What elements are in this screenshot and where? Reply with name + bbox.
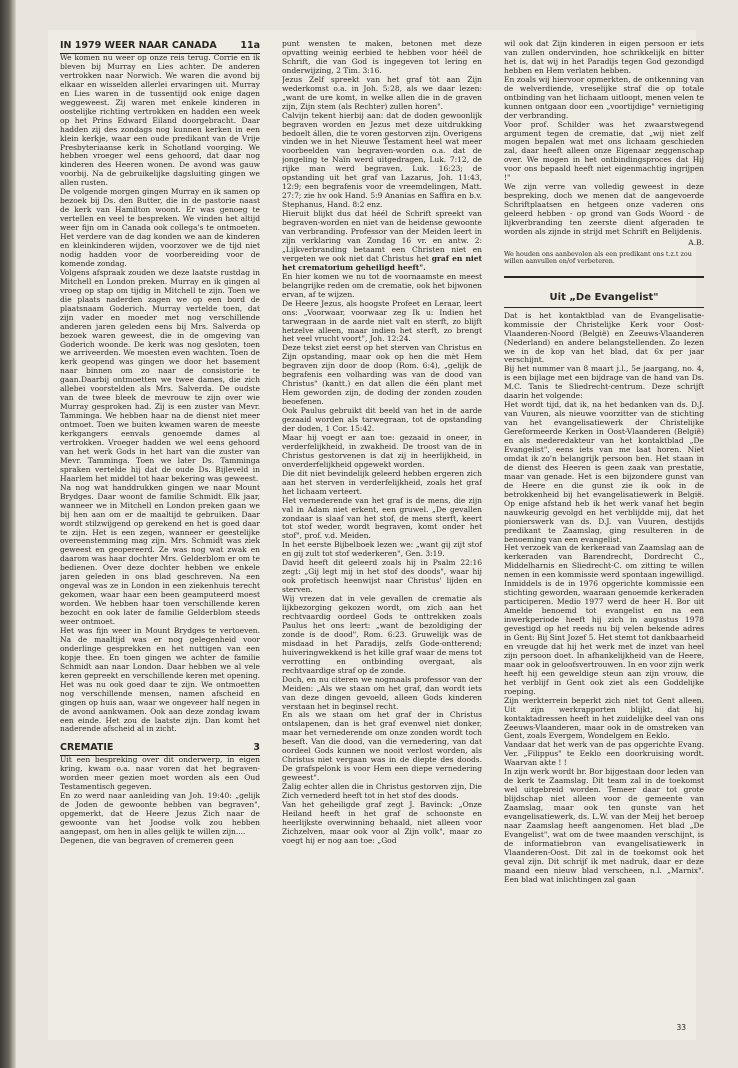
paragraph: En hier komen we nu tot de voornaamste en meest belangrijke reden om de crematie, ook het bijwonen ervan, af te wijzen.: [282, 271, 482, 299]
paragraph: Na nog wat handdrukken gingen we naar Mount Brydges. Daar woont de familie Schmidt. Elk jaar, wanneer we in Mitchell en London preken gaan we bij hen aan om er de maaltijd te gebruiken. Daar wordt stilzwijgend op gerekend en het is goed daar te zijn. Het is een zegen, wanneer er geestelijke overeenstemming mag zijn. Mrs. Schmidt was ziek geweest en geopereerd. Ze was nog wat zwak en daarom was haar dochter Mrs. Gelderblom er om te bedienen. Over deze dochter hebben we enkele jaren geleden in ons blad geschreven. Na een ongeval was ze in London in een ziekenhuis terecht gekomen, waar haar een been geamputeerd moest worden. We hebben haar toen verschillende keren bezocht en ook later de familie Gelderblom steeds weer ontmoet.: [60, 482, 260, 627]
paragraph: Calvijn tekent hierbij aan: dat de doden gewoonlijk begraven worden en Jezus met deze uitdrukking bedoelt állen, die te voren gestorven zijn. Overigens vinden we in het Nieuwe Testament heel wat meer voorbeelden van begraven-worden o.a. dat de jongeling te Naïn werd uitgedragen, Luk. 7:12, de rijke man werd begraven, Luk. 16:23; de opstanding uit het graf van Lazarus, Joh. 11:43, 12:9; een begrafenis voor de vreemdelingen, Matt. 27:7; zie hv ook Hand. 5:9 Ananias en Saffira en b.v. Stephanus, Hand. 8:2 enz.: [282, 110, 482, 210]
page-number: 33: [676, 1023, 686, 1032]
paragraph-text: Hieruit blijkt dus dat héél de Schrift spreekt van begraven-worden en niet van de heidense gewoonte van verbranding. Professor van der Meiden leert in zijn verklaring van Zondag 16 vr. en antw. 2: „Lijkverbranding betaamt een Christen niet en vergeten we ook niet dat Christus het: [282, 209, 482, 263]
column-right: [504, 40, 704, 1020]
paragraph: Volgens afspraak zouden we deze laatste rustdag in Mitchell en London preken. Murray en ik gingen al vroeg op stap om tijdig in Mitchell te zijn. Toen we die plaats naderden zagen we op een bord de plaatsnaam Goderich. Murray vertelde toen, dat zijn vader en moeder met nog verschillende anderen jaren geleden eens bij Mrs. Salverda op bezoek waren geweest, die in de omgeving van Goderich woonde. De kerk was nog gesloten, toen we arriveerden. We moesten even wachten. Toen de kerk geopend was gingen we door het basement naar binnen om zo naar de consistorie te gaan.Daarbij ontmoetten we twee dames, die zich allebei voorstelden als Mrs. Salverda. De oudste van de twee bleek de mevrouw te zijn over wie Murray gesproken had. Zij is een zuster van Mevr. Tamminga. We hebben haar na de dienst niet meer ontmoet. Toen we buiten kwamen waren de meeste kerkgangers eenvals genoemde dames al vertrokken. Vroeger hadden we wel eens gehoord van het werk Gods in het hart van die zuster van Mevr. Tamminga. Toen we later Ds. Tamminga spraken vertelde hij dat de oude Ds. Bijleveld in Haarlem het middel tot haar bekering was geweest.: [60, 267, 260, 483]
paragraph: Van het geheiligde graf zegt J. Bavinck: „Onze Heiland heeft in het graf de schoonste en heerlijkste overwinning behaald, niet alleen voor Zichzelven, maar ook voor al Zijn volk", maar zo voegt hij er nog aan toe: „God: [282, 800, 482, 845]
paragraph: Die dit niet bevindelijk geleerd hebben ergeren zich aan het sterven in verderfelijkheid, zoals het graf het lichaam verteert.: [282, 468, 482, 496]
paragraph: De Heere Jezus, als hoogste Profeet en Leraar, leert ons: „Voorwaar, voorwaar zeg Ik u: Indien het tarwegraan in de aarde niet valt en sterft, zo blijft hetzelve alleen, maar indien het sterft, zo brengt het veel vrucht voort", Joh. 12:24.: [282, 298, 482, 344]
paragraph: Maar hij voegt er aan toe: gezaaid in oneer, in verderfelijkheid, in zwakheid. De troost van de in Christus gestorvenen is dat zij in heerlijkheid, in onverderfelijkheid opgewekt worden.: [282, 432, 482, 469]
paragraph: Deze tekst ziet eerst op het sterven van Christus en Zijn opstanding, maar ook op hen die mèt Hem begraven zijn door de doop (Rom. 6:4), „gelijk de begrafenis een volharding was van de dood van Christus" (kantt.) en dat allen die één plant met Hem geworden zijn, de doding der zonden zouden beoefenen.: [282, 343, 482, 407]
paragraph: Het verzoek van de kerkeraad van Zaamslag aan de kerkeraden van Barendrecht, Dordrecht C., Middelharnis en Sliedrecht-C. om zitting te willen nemen in een kommissie werd spontaan ingewilligd. Inmiddels is de in 1976 opgerichte kommissie een stichting geworden, waaraan genoemde kerkeraden participeren. Medio 1977 werd de heer H. Bor uit Amelde benoemd tot evangelist en na een inwerkperiode heeft hij zich in augustus 1978 gevestigd op het reeds nu bij velen bekende adres in Gent: Bij Sint Jozef 5. Het stemt tot dankbaarheid en vreugde dat hij het werk met de inzet van heel zijn persoon doet. In afhankelijkheid van de Heere, maar ook in geloofsvertrouwen. In en voor zijn werk heeft hij een geweldige steun aan zijn vrouw, die het verblijf in Gent ook ziet als een Goddelijke roeping.: [504, 543, 704, 696]
article-title: Uit „De Evangelist": [504, 294, 704, 308]
paragraph: Wij vrezen dat in vele gevallen de crematie als lijkbezorging gekozen wordt, om zich aan het rechtvaardig oordeel Gods te onttrekken zoals Paulus het ons leert: „want de bezoldiging der zonde is de dood", Rom. 6:23. Gruwelijk was de misdaad in het Paradijs, zelfs Gode-ontterend; huiveringwekkend is het kille graf waar de mens tot verrotting en ontbinding overgaat, als rechtvaardige straf op de zonde.: [282, 594, 482, 675]
magazine-page: [48, 30, 704, 1040]
paragraph: In zijn werk wordt br. Bor bijgestaan door leden van de kerk te Zaamslag. Dit team zal in de toekomst wel uitgebreid worden. Temeer daar tot grote blijdschap niet alleen voor de gemeente van Zaamslag, maar ook ten gunste van het evangelisatiewerk, ds. L.W. van der Meij het beroep naar Zaamslag heeft aangenomen. Het blad „De Evangelist", wat om de twee maanden verschijnt, is de informatiebron van evangelisatiewerk in Vlaanderen-Oost. Dit zal in de toekomst ook het geval zijn. Dit schrijf ik met nadruk, daar er deze maand een nieuw blad verscheen, n.l. „Marnix". Een blad wat inlichtingen zal gaan: [504, 767, 704, 884]
paragraph: Het wordt tijd, dat ik, na het bedanken van ds. D.J. van Vuuren, als nieuwe voorzitter van de stichting van het evangelisatiewerk der Christelijke Gereformeerde Kerken in Oost-Vlaanderen (België) en als mederedakteur van het kontaktblad „De Evangelist", eens iets van me laat horen. Niet omdat ik zo'n belangrijk persoon ben. Het staan in de dienst des Heeren is geen zaak van prestatie, maar van genade. Het is een bijzondere gunst van de Heere en die gunst zie ik ook in de betrokkenheid bij het evangelisatiewerk in België. Op enige afstand heb ik het werk vanaf het begin nauwkeurig gevolgd en het verblijdde mij, dat het pionierswerk van ds. D.J. van Vuuren, destijds predikant te Zaamslag, ging resulteren in de benoeming van een evangelist.: [504, 400, 704, 544]
paragraph: Dat is het kontaktblad van de Evangelisatie-kommissie der Christelijke Kerk voor Oost-Vlaanderen-Noord (België) en Zeeuws-Vlaanderen (Nederland) en andere belangstellenden. Zo lezen we in de kop van het blad, dat 6x per jaar verschijnt.: [504, 310, 704, 365]
article-number: 11a: [240, 40, 260, 51]
paragraph: We komen nu weer op onze reis terug. Corrie en ik bleven bij Murray en Lies achter. De anderen vertrokken naar Norwich. We waren die avond bij elkaar en wisselden allerlei ervaringen uit. Murray en Lies waren in de tussentijd ook enige dagen weggeweest. Zij waren met enkele kinderen in oostelijke richting vertrokken en hadden een week op het Prins Edward Eiland doorgebracht. Daar hadden zij des zondags nog kunnen kerken in een klein kerkje, waar een oude predikant van de Vrije Presbyteriaanse kerk in Schotland voorging. We hebben vroeger wel eens gehoord, dat daar nog kinderen des Heeren wonen. De avond was gauw voorbij. Na de gebruikelijke dagsluiting gingen we allen rusten.: [60, 53, 260, 188]
article-number: 3: [253, 742, 260, 754]
paragraph: David heeft dit geleerd zoals hij in Psalm 22:16 zegt: „Gij legt mij in het stof des doods", waar hij ook profetisch heenwijst naar Christus' lijden en sterven.: [282, 558, 482, 595]
paragraph: Uit een bespreking over dit onderwerp, in eigen kring, kwam o.a. naar voren dat het begraven-worden meer gezien moet worden als een Oud Testamentisch gegeven.: [60, 755, 260, 792]
article-title: IN 1979 WEER NAAR CANADA: [60, 40, 217, 51]
paragraph: wil ook dat Zijn kinderen in eigen persoon er iets van zullen ondervinden, hoe schrikkelijk en bitter het is, dat wij in het Paradijs tegen God gezondigd hebben en Hem verlaten hebben.: [504, 40, 704, 75]
paragraph: Jezus Zelf spreekt van het graf tòt aan Zijn wederkomst o.a. in Joh. 5:28, als we daar lezen: „want de ure komt, in welke allen die in de graven zijn, Zijn stem (als Rechter) zullen horen".: [282, 74, 482, 111]
article-separator: [504, 276, 704, 278]
paragraph: Zijn werkterrein beperkt zich niet tot Gent alleen. Uit zijn werkrapporten blijkt, dat hij kontaktadressen heeft in het zuidelijke deel van ons Zeeuws-Vlaanderen, maar ook in de omstreken van Gent, zoals Evergem, Wondelgem en Eeklo.: [504, 695, 704, 741]
column-middle: [282, 40, 482, 1020]
article-header-crematie: [60, 742, 260, 755]
paragraph: punt wensten te maken, betonen met deze opvatting weinig eerbied te hebben voor héél de Schrift, die van God is ingegeven tot lering en onderwijzing, 2 Tim. 3:16.: [282, 40, 482, 75]
paragraph: En zo werd naar aanleiding van Joh. 19:40: „gelijk de Joden de gewoonte hebben van begraven", opgemerkt, dat de Heere Jezus Zich naar de gewoonte van het Joodse volk zou hebben aangepast, om hen in alles gelijk te willen zijn....: [60, 791, 260, 837]
article-header-canada: [60, 40, 260, 53]
author-signature: A.B.: [688, 237, 704, 247]
paragraph: De volgende morgen gingen Murray en ik samen op bezoek bij Ds. den Butter, die in de pastorie naast de kerk van Hamilton woont. Er was genoeg te vertellen en veel te bespreken. We vinden het altijd weer fijn om in Canada ook collega's te ontmoeten. Het verdere van de dag konden we aan de kinderen en kleinkinderen wijden, voorzover we de tijd niet nodig hadden voor de voorbereiding voor de komende zondag.: [60, 187, 260, 268]
paragraph: En zoals wij hiervoor opmerkten, de ontkenning van de welverdiende, vreselijke straf die op totale ontbinding van het lichaam uitloopt, menen velen te kunnen ontgaan door een „voortijdige" vernietiging der verbranding.: [504, 74, 704, 120]
paragraph: Het vernederende van het graf is de mens, die zijn val in Adam niet erkent, een gruwel. „De gevallen zondaar is slaaf van het stof, de mens sterft, keert tot stof weder, wordt begraven, komt onder het stof", prof. v.d. Meiden.: [282, 495, 482, 541]
article-title: CREMATIE: [60, 742, 114, 754]
paragraph: In het eerste Bijbelboek lezen we: „want gij zijt stof en gij zult tot stof wederkeren", Gen. 3:19.: [282, 540, 482, 559]
paragraph: Bij het nummer van 8 maart j.l., 5e jaargang, no. 4, is een bijlage met een bijdrage van de hand van Ds. M.C. Tanis te Sliedrecht-centrum. Deze schrijft daarin het volgende:: [504, 364, 704, 401]
paragraph: Het was fijn weer in Mount Brydges te vertoeven. Na de maaltijd was er nog gelegenheid voor onderlinge gesprekken en het nuttigen van een kopje thee. En toen gingen we achter de familie Schmidt aan naar London. Daar hebben we al vele keren gepreekt en verschillende keren met opening. Het was nu ook goed daar te zijn. We ontmoetten nog verschillende mensen, namen afscheid en gingen op huis aan, waar we ongeveer half negen in de avond aankwamen. Ook aan deze zondag kwam een einde. Het zou de laatste zijn. Dan komt het naderende afscheid al in zicht.: [60, 626, 260, 734]
paragraph: Ook Paulus gebruikt dit beeld van het in de aarde gezaaid worden als tarwegraan, tot de opstanding der doden, 1 Cor. 15:42.: [282, 406, 482, 433]
paragraph: Zalig echter allen die in Christus gestorven zijn, Die Zich vernederd heeft tot in het stof des doods.: [282, 782, 482, 801]
paragraph: We zijn verre van volledig geweest in deze bespreking, doch we menen dat de aangevoerde Schriftplaatsen en hetgeen onze vaderen ons geleerd hebben - op grond van Gods Woord - de lijkverbranding ten zeerste dient afgeraden te worden als zijnde in strijd met Schrift en Belijdenis.: [504, 182, 704, 237]
paragraph: En als we staan om het graf der in Christus ontslapenen, dan is het graf evenwel niet donker, maar het vernederende om onze zonden wordt toch beseft. Van die dood, van die vernedering, van dat oordeel Gods kunnen we nooit verlost worden, als Christus niet vergaan was in de diepte des doods. De grafspelonk is voor Hem een diepe vernedering geweest".: [282, 710, 482, 783]
paragraph-with-bold: [282, 210, 482, 273]
paragraph: Doch, en nu citeren we nogmaals professor van der Meiden: „Als we staan om het graf, dan wordt iets van deze dingen gevoeld, alleen Gods kinderen verstaan het in beginsel recht.: [282, 674, 482, 711]
bold-phrase: graf en niet het crematorium geheiligd heeft".: [282, 253, 482, 272]
paragraph: Vandaar dat het werk van de pas opgerichte Evang. Ver. „Filippus" te Eeklo een doorkruising wordt. Waarvan akte ! !: [504, 740, 704, 768]
paragraph: Degenen, die van begraven of cremeren geen: [60, 836, 234, 846]
paragraph: Voor prof. Schilder was het zwaarstwegend argument tegen de crematie, dat „wij niet zelf mogen bepalen wat met ons lichaam geschieden zal, daar heeft alleen onze Eigenaar zeggenschap over. We mogen in het ontbindingsproces dat Hij voor ons bepaald heeft niet eigenmachtig ingrijpen !": [504, 119, 704, 183]
footnote: We houden ons aanbevolen als een predikant ons t.z.t zou willen aanvullen en/of verbeteren.: [504, 249, 692, 266]
column-left: [60, 40, 260, 1020]
book-binding-edge: [0, 0, 16, 1068]
